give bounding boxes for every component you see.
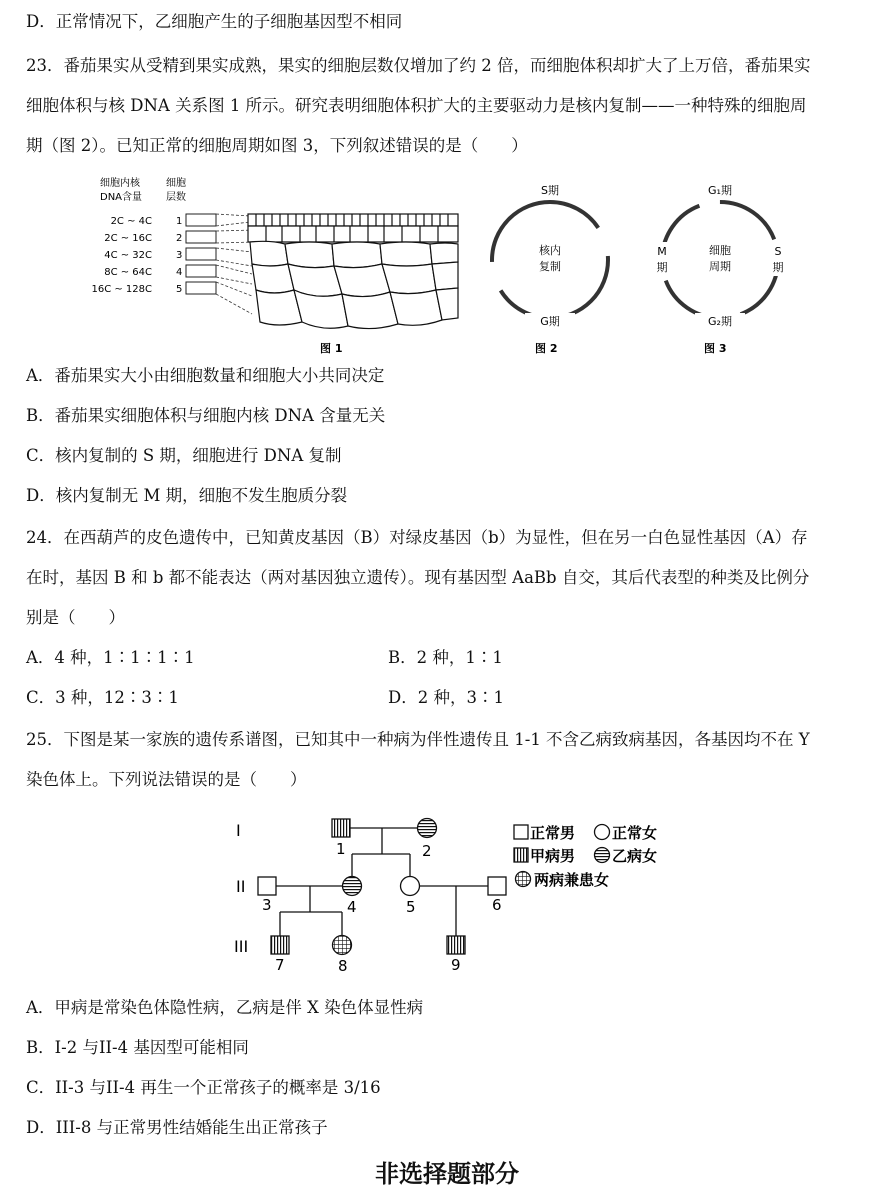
individual-ii-5	[401, 877, 420, 896]
q25-stem-line-1: 25．下图是某一家族的遗传系谱图，已知其中一种病为伴性遗传且 1-1 不含乙病致病基因，各基因均不在 Y	[26, 730, 810, 749]
individual-ii-4	[343, 877, 362, 896]
q23-option-b: B．番茄果实细胞体积与细胞内核 DNA 含量无关	[26, 406, 386, 425]
figure-1	[91, 176, 458, 355]
generation-label-ii: II	[236, 877, 246, 896]
legend-disease-a-male: 甲病男	[530, 847, 576, 865]
q23-option-d: D．核内复制无 M 期，细胞不发生胞质分裂	[26, 486, 348, 505]
fig1-header-left-1: 细胞内核	[100, 178, 140, 189]
generation-label-iii: III	[234, 937, 249, 956]
q24-stem-line-2: 在时，基因 B 和 b 都不能表达（两对基因独立遗传）。现有基因型 AaBb 自交，其后代表型的种类及比例分	[26, 568, 810, 587]
individual-i-1	[332, 819, 350, 837]
fig1-caption: 图 1	[320, 342, 343, 355]
individual-number: 1	[336, 840, 346, 858]
individual-number: 4	[347, 898, 357, 916]
legend-disease-b-female-symbol	[595, 848, 610, 863]
q24-stem-line-1: 24．在西葫芦的皮色遗传中，已知黄皮基因（B）对绿皮基因（b）为显性，但在另一白色显性基因（A）存	[26, 528, 808, 547]
fig3-m-phase-2: 期	[656, 261, 668, 274]
q25-option-c: C．II-3 与II-4 再生一个正常孩子的概率是 3/16	[26, 1078, 381, 1097]
q23-stem-line-1: 23．番茄果实从受精到果实成熟，果实的细胞层数仅增加了约 2 倍，而细胞体积却扩大了上万倍，番茄果实	[26, 56, 811, 75]
individual-number: 7	[275, 956, 285, 974]
section-title: 非选择题部分	[375, 1159, 519, 1188]
fig1-row-dna: 8C ~ 64C	[104, 267, 152, 278]
fig3-g1-phase: G₁期	[708, 184, 732, 197]
fig1-row-layer: 2	[176, 233, 183, 244]
fig1-row-layer: 3	[176, 250, 183, 261]
q23-figures	[80, 172, 820, 360]
individual-ii-3	[258, 877, 276, 895]
fig1-row-dna: 4C ~ 32C	[104, 250, 152, 261]
individual-i-2	[418, 819, 437, 838]
figure-2	[492, 182, 608, 355]
q25-option-a: A．甲病是常染色体隐性病，乙病是伴 X 染色体显性病	[26, 998, 424, 1017]
fig1-row-layer: 1	[176, 216, 183, 227]
fig2-center-2: 复制	[539, 260, 561, 273]
fig1-row-dna: 16C ~ 128C	[91, 284, 152, 295]
q23-option-c: C．核内复制的 S 期，细胞进行 DNA 复制	[26, 446, 342, 465]
fig3-s-phase-2: 期	[772, 261, 784, 274]
prev-option-d: D．正常情况下，乙细胞产生的子细胞基因型不相同	[26, 12, 403, 31]
individual-number: 5	[406, 898, 416, 916]
q25-stem-line-2: 染色体上。下列说法错误的是（ ）	[26, 770, 307, 789]
q24-option-d: D．2 种，3∶1	[388, 688, 504, 707]
individual-number: 6	[492, 896, 502, 914]
fig3-caption: 图 3	[704, 342, 727, 355]
q24-option-b: B．2 种，1∶1	[388, 648, 503, 667]
legend-normal-male-symbol	[514, 825, 528, 839]
individual-number: 9	[451, 956, 461, 974]
q25-option-d: D．III-8 与正常男性结婚能生出正常孩子	[26, 1118, 328, 1137]
fig2-s-phase: S期	[541, 184, 559, 197]
legend-normal-female: 正常女	[612, 824, 658, 842]
pedigree-chart	[226, 808, 686, 978]
fig1-row-dna: 2C ~ 16C	[104, 233, 152, 244]
fig1-header-right-1: 细胞	[166, 178, 186, 189]
fig3-center-1: 细胞	[709, 244, 731, 257]
fig3-s-phase-1: S	[774, 245, 782, 258]
individual-iii-7	[271, 936, 289, 954]
individual-number: 3	[262, 896, 272, 914]
individual-iii-9	[447, 936, 465, 954]
q24-stem-line-3: 别是（ ）	[26, 608, 125, 627]
q24-option-a: A．4 种，1∶1∶1∶1	[26, 648, 195, 667]
individual-ii-6	[488, 877, 506, 895]
q25-option-b: B．I-2 与II-4 基因型可能相同	[26, 1038, 249, 1057]
q24-option-c: C．3 种，12∶3∶1	[26, 688, 179, 707]
fig1-header-right-2: 层数	[166, 192, 186, 203]
fig3-center-2: 周期	[709, 260, 731, 273]
individual-number: 8	[338, 957, 348, 975]
fig3-g2-phase: G₂期	[708, 315, 732, 328]
legend-both-female: 两病兼患女	[534, 871, 610, 889]
fig1-header-left-2: DNA含量	[100, 192, 143, 203]
q23-stem-line-3: 期（图 2）。已知正常的细胞周期如图 3，下列叙述错误的是（ ）	[26, 136, 528, 155]
fig2-g-phase: G期	[540, 315, 560, 328]
legend-both-female-symbol	[516, 872, 531, 887]
fig3-m-phase-1: M	[657, 245, 667, 258]
legend-normal-female-symbol	[595, 825, 610, 840]
legend-disease-b-female: 乙病女	[612, 847, 658, 865]
q23-stem-line-2: 细胞体积与核 DNA 关系图 1 所示。研究表明细胞体积扩大的主要驱动力是核内复制——一种特殊的细胞周	[26, 96, 807, 115]
fig1-row-layer: 5	[176, 284, 183, 295]
fig1-row-dna: 2C ~ 4C	[110, 216, 152, 227]
q23-option-a: A．番茄果实大小由细胞数量和细胞大小共同决定	[26, 366, 385, 385]
legend-normal-male: 正常男	[530, 824, 576, 842]
pedigree-legend	[514, 824, 657, 889]
fig2-center-1: 核内	[539, 244, 561, 257]
figure-3	[654, 182, 786, 355]
individual-iii-8	[333, 936, 352, 955]
individual-number: 2	[422, 842, 432, 860]
generation-label-i: I	[236, 821, 241, 840]
fig1-row-layer: 4	[176, 267, 183, 278]
fig2-caption: 图 2	[535, 342, 558, 355]
legend-disease-a-male-symbol	[514, 848, 528, 862]
